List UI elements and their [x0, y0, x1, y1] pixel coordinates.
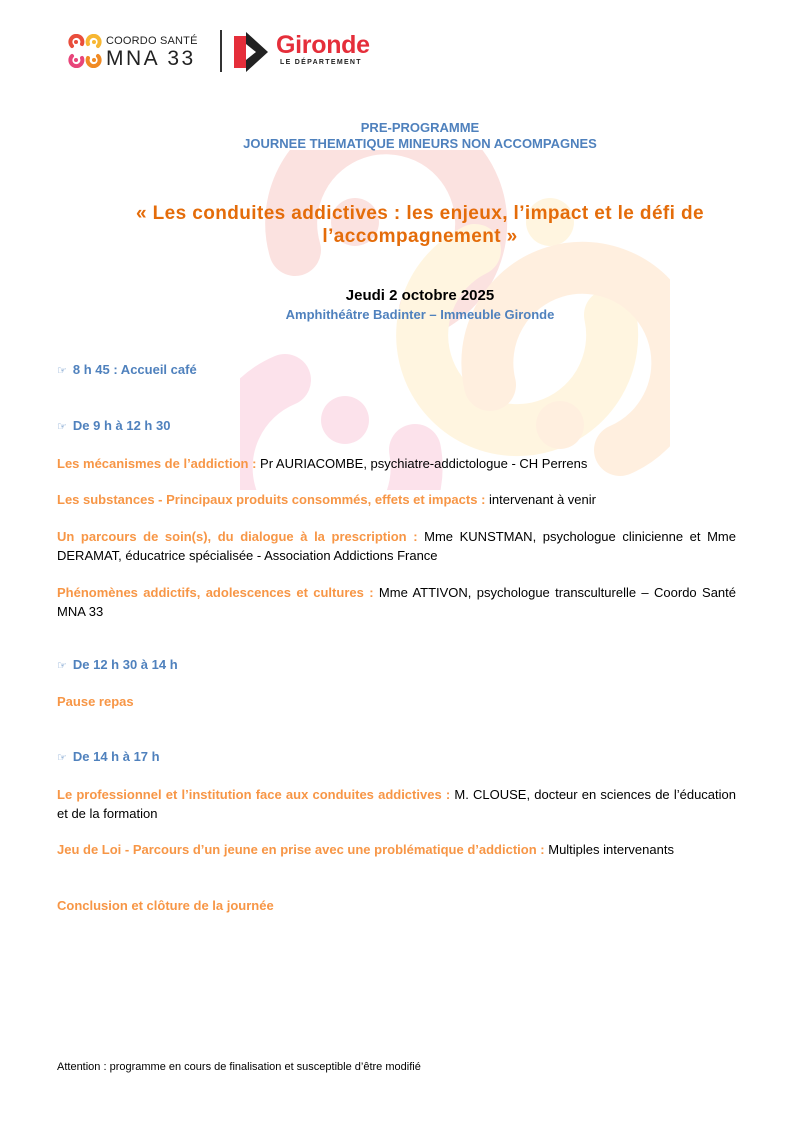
pointing-hand-icon: ☞ — [57, 752, 67, 764]
agenda-item-detail: Pr AURIACOMBE, psychiatre-addictologue - CH Perrens — [260, 456, 588, 471]
agenda-item — [57, 527, 736, 565]
time-slot-label: 8 h 45 : Accueil café — [72, 362, 197, 377]
agenda-item-title: Les substances - Principaux produits consommés, effets et impacts : — [57, 492, 486, 507]
event-venue: Amphithéâtre Badinter – Immeuble Gironde — [285, 307, 555, 322]
footer-note: Attention : programme en cours de finalisation et susceptible d’être modifié — [57, 1061, 421, 1073]
coordo-line2: MNA 33 — [106, 47, 196, 70]
pre-programme-heading — [0, 120, 793, 152]
time-slot-afternoon — [57, 749, 160, 764]
gironde-arrow-icon — [232, 30, 272, 74]
time-slot-label: De 12 h 30 à 14 h — [72, 657, 178, 672]
pre-programme-label: PRE-PROGRAMME — [360, 120, 480, 135]
pointing-hand-icon: ☞ — [57, 365, 67, 377]
time-slot-welcome — [57, 362, 197, 377]
agenda-item-detail: Multiples intervenants — [548, 842, 674, 857]
journee-label: JOURNEE THEMATIQUE MINEURS NON ACCOMPAGNES — [243, 136, 597, 151]
agenda-item — [57, 692, 736, 711]
coordo-line1: COORDO SANTÉ — [106, 35, 198, 47]
coordo-sante-logo — [68, 32, 213, 72]
coordo-flower-icon — [68, 34, 102, 68]
agenda-item — [57, 454, 736, 473]
agenda-item-title: Le professionnel et l’institution face aux conduites addictives : — [57, 787, 451, 802]
time-slot-label: De 14 h à 17 h — [72, 749, 160, 764]
event-date: Jeudi 2 octobre 2025 — [345, 287, 495, 304]
pointing-hand-icon: ☞ — [57, 660, 67, 672]
agenda-item-title: Un parcours de soin(s), du dialogue à la prescription : — [57, 529, 418, 544]
agenda-item-detail: intervenant à venir — [489, 492, 596, 507]
agenda-item — [57, 785, 736, 823]
agenda-item — [57, 583, 736, 621]
agenda-item — [57, 840, 736, 859]
gironde-subtitle: LE DÉPARTEMENT — [280, 59, 362, 66]
agenda-item-title: Les mécanismes de l’addiction : — [57, 456, 257, 471]
gironde-name: Gironde — [276, 31, 370, 59]
agenda-item — [57, 896, 736, 915]
agenda-item-title: Jeu de Loi - Parcours d’un jeune en prise avec une problématique d’addiction : — [57, 842, 545, 857]
time-slot-label: De 9 h à 12 h 30 — [72, 418, 171, 433]
agenda-item-title: Conclusion et clôture de la journée — [57, 898, 274, 913]
agenda-item-title: Phénomènes addictifs, adolescences et cultures : — [57, 585, 374, 600]
agenda-item-detail: M. CLOUSE, docteur en sciences de l’éducation et de la formation — [57, 787, 736, 821]
page-title: « Les conduites addictives : les enjeux, l’impact et le défi de l’accompagnement » — [136, 203, 704, 247]
agenda-item — [57, 490, 736, 509]
agenda-item-title: Pause repas — [57, 694, 134, 709]
time-slot-lunch — [57, 657, 178, 672]
gironde-logo — [232, 30, 392, 74]
pointing-hand-icon: ☞ — [57, 421, 67, 433]
agenda-item-detail: Mme KUNSTMAN, psychologue clinicienne et Mme DERAMAT, éducatrice spécialisée - Association Addictions France — [57, 529, 736, 563]
time-slot-morning — [57, 418, 170, 433]
logo-separator — [220, 30, 222, 72]
agenda-item-detail: Mme ATTIVON, psychologue transculturelle – Coordo Santé MNA 33 — [57, 585, 736, 619]
